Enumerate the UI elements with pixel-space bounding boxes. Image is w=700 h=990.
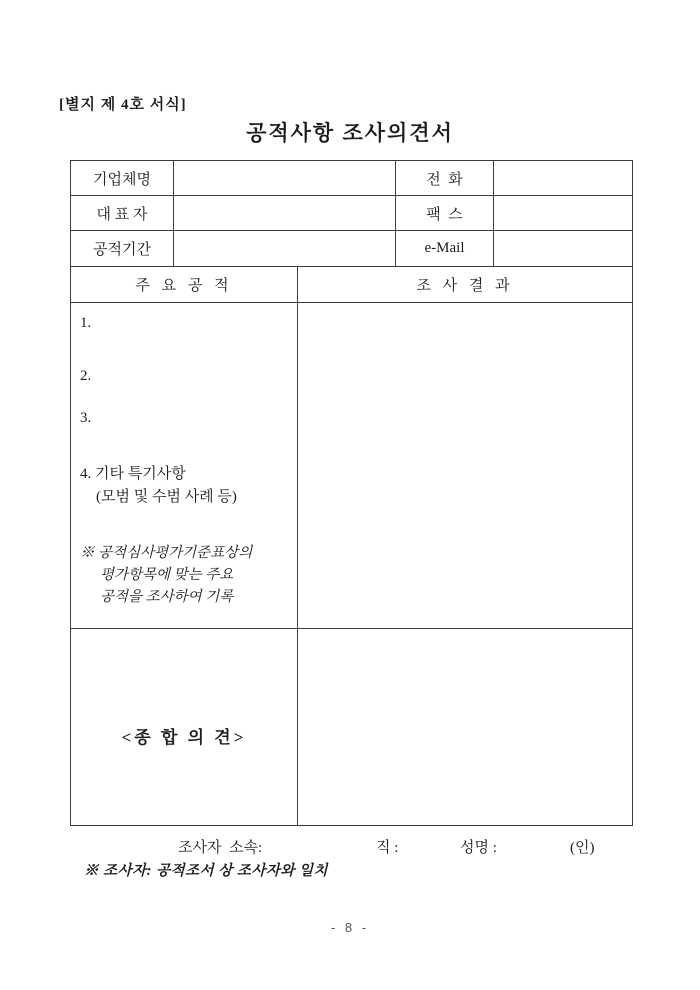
opinion-row	[71, 629, 632, 825]
merit-items-cell	[71, 303, 298, 628]
label-company: 기업체명	[71, 161, 174, 195]
merit-item-4-sub: (모범 및 수범 사례 등)	[96, 489, 237, 505]
field-company	[174, 161, 396, 195]
merit-note-line-2: 평가항목에 맞는 주요	[100, 567, 234, 583]
field-merit-period	[174, 231, 396, 266]
field-phone	[494, 161, 632, 195]
signature-line	[0, 836, 700, 858]
investigator-note: ※ 조사자: 공적조서 상 조사자와 일치	[84, 863, 329, 879]
merit-item-4: 4. 기타 특기사항	[80, 466, 186, 482]
header-survey-result: 조 사 결 과	[416, 278, 514, 294]
page-title: 공적사항 조사의견서	[246, 121, 454, 145]
investigator-position: 직 :	[376, 840, 399, 856]
label-merit-period: 공적기간	[71, 231, 174, 266]
merit-item-1: 1.	[80, 315, 92, 331]
info-row-company	[71, 161, 632, 196]
page-number: - 8 -	[330, 920, 370, 935]
label-representative: 대 표 자	[71, 196, 174, 230]
info-row-merit-period	[71, 231, 632, 267]
label-phone: 전 화	[396, 161, 494, 195]
opinion-label: <종 합 의 견>	[121, 727, 247, 747]
form-table	[70, 160, 633, 826]
merit-header-row	[71, 267, 632, 303]
opinion-label-cell	[71, 629, 298, 825]
opinion-result-cell	[298, 629, 632, 825]
field-email	[494, 231, 632, 266]
investigator-affiliation: 조사자 소속:	[178, 840, 263, 856]
form-tag: [별지 제 4호 서식]	[59, 97, 187, 113]
survey-result-cell	[298, 303, 632, 628]
merit-item-2: 2.	[80, 368, 92, 384]
field-fax	[494, 196, 632, 230]
info-row-representative	[71, 196, 632, 231]
investigator-name: 성명 :	[460, 840, 497, 856]
label-email: e-Mail	[396, 231, 494, 266]
header-main-merits: 주 요 공 적	[71, 267, 298, 302]
seal-mark: (인)	[570, 840, 595, 856]
label-fax: 팩 스	[396, 196, 494, 230]
merit-note	[80, 542, 297, 608]
merit-note-line-1: ※ 공적심사평가기준표상의	[80, 545, 253, 561]
merit-content-row	[71, 303, 632, 629]
merit-note-line-3: 공적을 조사하여 기록	[100, 589, 234, 605]
field-representative	[174, 196, 396, 230]
merit-item-3: 3.	[80, 410, 92, 426]
